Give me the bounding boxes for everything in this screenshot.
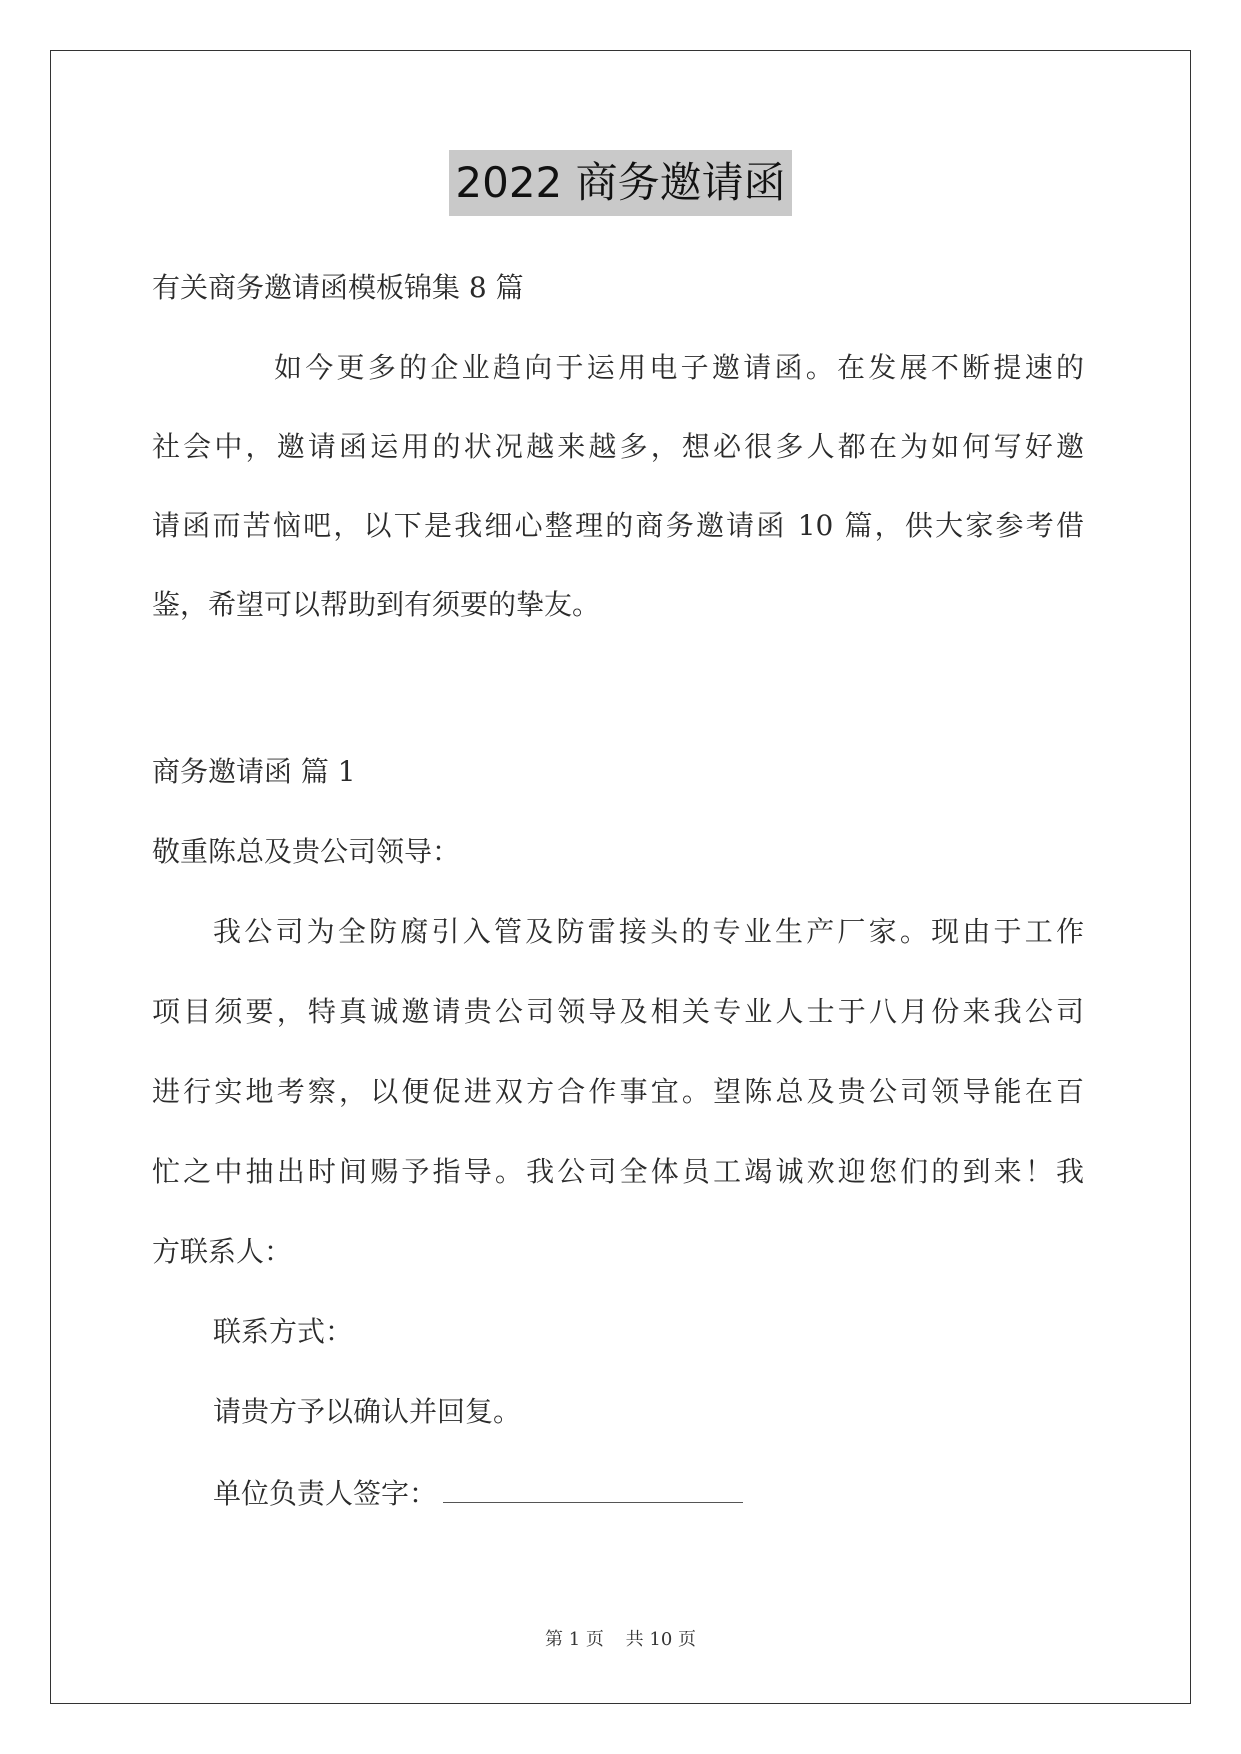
body-line: 方联系人： — [152, 1235, 293, 1268]
title-container — [0, 150, 1241, 216]
page-number-current: 第 1 页 — [545, 1629, 604, 1650]
page-footer — [0, 1628, 1241, 1652]
body-line: 忙之中抽出时间赐予指导。我公司全体员工竭诚欢迎您们的到来！我 — [152, 1155, 1084, 1188]
document-subtitle: 有关商务邀请函模板锦集 8 篇 — [152, 271, 524, 304]
page-number-total: 共 10 页 — [625, 1629, 696, 1650]
signature-label: 单位负责人签字： — [213, 1477, 438, 1510]
document-title: 2022 商务邀请函 — [449, 150, 791, 216]
signature-blank — [443, 1472, 743, 1503]
intro-line: 如今更多的企业趋向于运用电子邀请函。在发展不断提速的 — [274, 351, 1084, 384]
body-line: 我公司为全防腐引入管及防雷接头的专业生产厂家。现由于工作 — [213, 915, 1084, 948]
intro-line: 社会中，邀请函运用的状况越来越多，想必很多人都在为如何写好邀 — [152, 430, 1084, 463]
signature-row — [213, 1472, 743, 1514]
confirm-text: 请贵方予以确认并回复。 — [213, 1395, 522, 1428]
intro-line: 鉴，希望可以帮助到有须要的挚友。 — [152, 588, 601, 621]
body-line: 进行实地考察，以便促进双方合作事宜。望陈总及贵公司领导能在百 — [152, 1075, 1084, 1108]
salutation: 敬重陈总及贵公司领导： — [152, 835, 461, 868]
intro-line: 请函而苦恼吧，以下是我细心整理的商务邀请函 10 篇，供大家参考借 — [152, 509, 1084, 542]
contact-label: 联系方式： — [213, 1315, 354, 1348]
body-line: 项目须要，特真诚邀请贵公司领导及相关专业人士于八月份来我公司 — [152, 995, 1084, 1028]
section-heading: 商务邀请函 篇 1 — [152, 755, 356, 788]
